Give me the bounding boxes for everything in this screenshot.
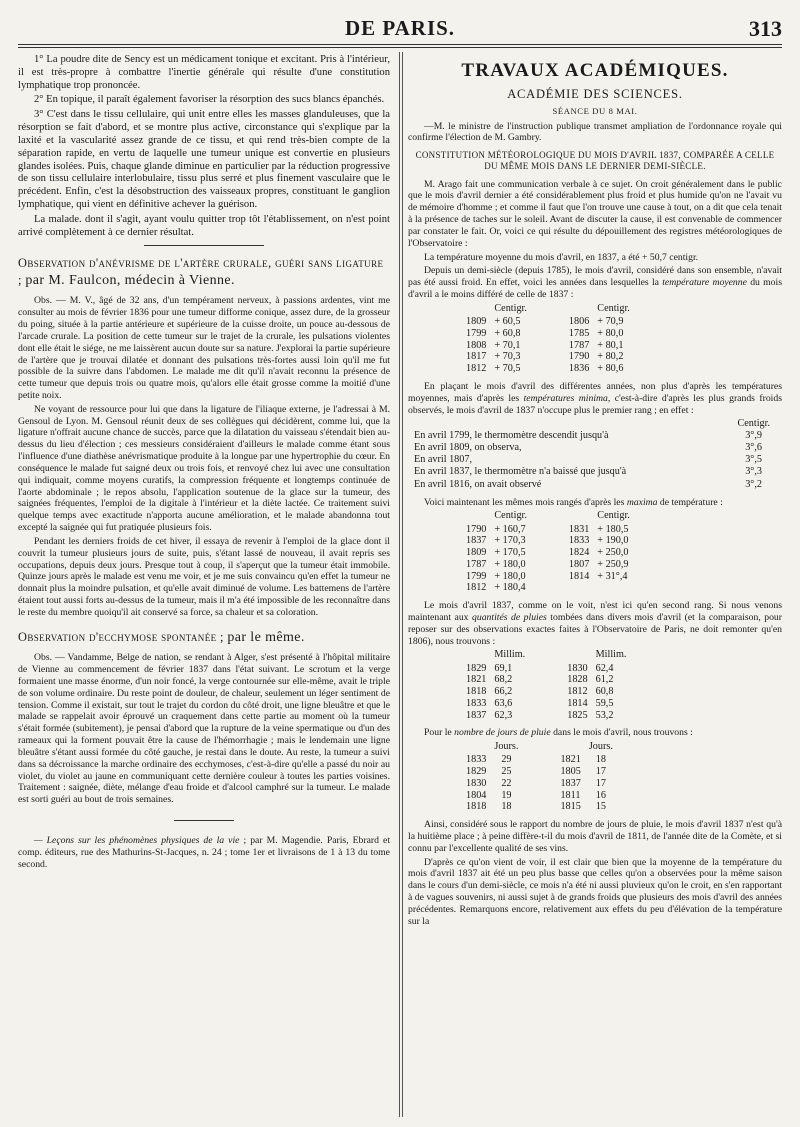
year-cell: 1824	[568, 547, 590, 559]
year-cell: 1831	[568, 523, 590, 535]
value-cell: 18	[595, 754, 606, 766]
table-header: Centigr.	[597, 302, 630, 314]
value-cell: + 180,0	[494, 558, 526, 570]
value-cell: 62,3	[494, 709, 513, 721]
value-cell: 17	[595, 766, 606, 778]
table-row	[462, 351, 634, 363]
value-cell: + 180,5	[597, 523, 629, 535]
year-cell: 1811	[560, 789, 581, 801]
value-cell: 3°,9	[745, 430, 762, 442]
footnote	[18, 835, 390, 870]
value-cell: 62,4	[595, 662, 614, 674]
value-cell: 61,2	[595, 674, 614, 686]
value-cell: 18	[501, 801, 512, 813]
value-cell: 69,1	[494, 662, 513, 674]
table-header: Centigr.	[494, 302, 527, 314]
value-cell: + 190,0	[597, 535, 629, 547]
text-run: , c'est-à-dire d'après les plus grands froids observés, le mois d'avril de 1837 n'occupe plus le premier rang ; en effet :	[408, 392, 782, 416]
table-row	[462, 674, 630, 686]
running-title: DE PARIS.	[344, 16, 456, 40]
year-cell: 1821	[560, 754, 581, 766]
year-cell: 1837	[560, 777, 581, 789]
year-cell: 1837	[466, 709, 487, 721]
label-cell: En avril 1799, le thermomètre descendit jusqu'à	[414, 430, 609, 442]
paragraph: M. Arago fait une communication verbale à ce sujet. On croit généralement dans le public que le mois d'avril dernier a été considérablement plus froid et plus humide qu'on ne l'avait vu de mémoire d'homme ; et comme il faut que l'on trouve une cause à tout, on a dit que cela tenait à la présence de taches sur le soleil. Avant de discuter la cause, il est convenable de commencer par constater le fait. Or, voici ce qui résulte du dépouillement des registres météorologiques de l'Observatoire :	[408, 178, 782, 249]
value-cell: + 70,9	[597, 316, 624, 328]
year-cell: 1828	[567, 674, 588, 686]
session-date: SÉANCE DU 8 MAI.	[552, 106, 638, 117]
table-header: Millim.	[595, 649, 627, 661]
year-cell: 1821	[466, 674, 487, 686]
paragraph	[408, 381, 782, 416]
year-cell: 1836	[568, 363, 590, 375]
emphasis: nombre de jours de pluie	[454, 727, 551, 739]
year-cell: 1799	[466, 570, 487, 582]
year-cell: 1833	[568, 535, 590, 547]
value-cell: 17	[595, 777, 606, 789]
table-row	[462, 571, 634, 583]
article-body	[18, 295, 390, 618]
table-header-row	[414, 418, 770, 430]
table-header-row	[462, 303, 634, 316]
table-mean-temperature	[462, 303, 634, 375]
year-cell: 1815	[560, 801, 581, 813]
text-run: du mois d'avril a le moins différé de celle de 1837 :	[408, 277, 782, 301]
year-cell: 1807	[568, 558, 590, 570]
article-body	[18, 652, 390, 806]
value-cell: 63,6	[494, 697, 513, 709]
paragraph	[408, 600, 782, 647]
article-heading-title: Observation d'anévrisme de l'artère crurale, guéri sans ligature ;	[18, 256, 384, 287]
table-row	[462, 547, 634, 559]
text-run: dans le mois d'avril, nous trouvons :	[550, 727, 693, 739]
paragraph	[408, 497, 782, 509]
table-row	[414, 479, 770, 491]
article-heading-author: par M. Faulcon, médecin à Vienne.	[25, 272, 235, 288]
table-rainfall	[462, 649, 630, 721]
value-cell: + 70,5	[494, 363, 521, 375]
value-cell: 66,2	[494, 686, 513, 698]
table-row	[414, 430, 770, 442]
year-cell	[565, 582, 593, 594]
table-row	[414, 454, 770, 466]
text-run: Pour le	[424, 727, 455, 739]
article-heading-author: par le même.	[227, 629, 305, 645]
paragraph: 2° En topique, il paraît également favoriser la résorption des sucs blancs épanchés.	[34, 94, 385, 106]
paragraph: Pendant les derniers froids de cet hiver, il essaya de revenir à l'emploi de la glace dont il couvrit la tumeur plusieurs jours de suite, puis, s'étant lassé de nouveau, il avait repris ses occupations, depuis deux jours. Presque tout à coup, il s'aperçut que la tumeur était immobile. Quinze jours après le malade est venu me voir, et je me suis convaincu qu'en effet la tumeur ne donnait plus la moindre pulsation, et qu'elle avait diminué de volume. Les battemens de l'artère étaient tout aussi forts au-dessus de la tumeur, mais il m'a été impossible de les reconnaître dans le reste du membre quoiqu'il ait conservé sa force, sa chaleur et sa coloration.	[18, 535, 390, 618]
year-cell: 1805	[560, 766, 581, 778]
value-cell: + 250,9	[597, 558, 629, 570]
paragraph: 3° C'est dans le tissu cellulaire, qui unit entre elles les masses glanduleuses, que la résorption se fait d'abord, et se montre plus active, circonstance qui s'explique par la laxité et la vascularité assez grande de ce tissu, et qui rend très-bien compte de la séparation rapide, en vertu de laquelle une tumeur unique est convertie en plusieurs glandes isolées. Puis, chaque glande diminue en particulier par la réduction progressive de son tissu cellulaire interlobulaire, tissu plus serré et plus finement vasculaire que le précédent. Enfin, c'est la désobstruction des vaisseaux propres, constituant le ganglion lymphatique, qui vient en définitive achever la guérison.	[18, 109, 390, 210]
year-cell: 1812	[466, 582, 487, 594]
page-number: 313	[749, 16, 782, 41]
text-run: En plaçant le mois d'avril des différentes années, non plus d'après les températures moyennes, mais d'après les	[408, 380, 782, 404]
value-cell: 25	[501, 766, 512, 778]
year-cell: 1814	[568, 570, 590, 582]
table-header-row	[462, 741, 617, 754]
page-header	[18, 14, 782, 44]
subsection-heading: CONSTITUTION MÉTÉOROLOGIQUE DU MOIS D'AVRIL 1837, COMPARÉE A CELLE DU MÊME MOIS DANS LE DERNIER DEMI-SIÈCLE.	[415, 150, 775, 172]
value-cell: + 80,1	[597, 339, 624, 351]
table-header: Jours.	[494, 741, 519, 753]
value-cell: 22	[501, 777, 512, 789]
label-cell: En avril 1809, on observa,	[414, 442, 522, 454]
value-cell: 3°,6	[745, 442, 762, 454]
academy-heading: ACADÉMIE DES SCIENCES.	[507, 86, 683, 101]
value-cell: + 170,5	[494, 547, 526, 559]
year-cell: 1790	[466, 523, 487, 535]
value-cell: 53,2	[595, 709, 614, 721]
value-cell: 29	[501, 754, 512, 766]
table-row	[462, 559, 634, 571]
paragraph: Obs. — Vandamme, Belge de nation, se rendant à Alger, s'est présenté à l'hôpital militaire de Vienne au commencement de février 1837 dans l'état suivant. Le scrotum et la verge formaient une masse énorme, d'un noir foncé, la verge contournée sur elle-même, avait le triple de son volume ordinaire. Du reste point de douleur, de chaleur, seulement un léger sentiment de tension. Comme il existait, sur tout le trajet du cordon du côté droit, une ligne bleuâtre et que le malade se rappelait avoir éprouvé un craquement dans cette partie au moment où la tumeur s'était formée (subitement), je pensai d'abord que la rupture de la veine spermatique ou d'un des rameaux qui la forment pouvait être la cause de l'hémorrhagie ; mais le lendemain une ligne bleuâtre s'étant aussi formée du côté gauche, je restai dans le doute. Au reste, la tumeur a suivi dans sa décroissance la marche ordinaire des ecchymoses, c'est-à-dire qu'elle a passé du noir au violet, du violet au jaune en communiquant cette dernière couleur à toutes les parties voisines. Traitement : saignée, diète, mélange d'eau froide et d'alcool camphré sur la tumeur. Le malade est sorti guéri au bout de trois semaines.	[18, 652, 390, 806]
paragraph: D'après ce qu'on vient de voir, il est clair que bien que la moyenne de la température du mois d'avril 1837 ait été un peu plus basse que celles qu'on a observées pour la même saison dans le cours d'un demi-siècle, ce mois n'a été ni aussi pluvieux qu'on le croit, en s'en rapportant à de vagues souvenirs, ni aussi sujet à de grands froids que plusieurs des mois d'avril des années précédentes. Remarquons encore, relativement aux effets du peu d'élévation de la température sur la	[408, 856, 782, 927]
value-cell: 60,8	[595, 686, 614, 698]
year-cell: 1833	[466, 754, 487, 766]
paragraph: 1° La poudre dite de Sency est un médicament tonique et excitant. Pris à l'intérieur, il est très-propre à combattre l'inertie générale qui résulte d'une constitution lymphatique trop prononcée.	[18, 54, 390, 91]
paragraph: Obs. — M. V., âgé de 32 ans, d'un tempérament nerveux, à passions ardentes, vint me consulter au mois de février 1836 pour une tumeur difforme conique, assez dure, de la grosseur du poing, située à la partie antérieure et supérieure de la cuisse droite, un pouce au-dessous de l'arcade crurale. La position de cette tumeur sur le trajet de la crurale, les pulsations violentes dont elle était le siége, ne me laissèrent aucun doute sur sa nature. J'explorai la partie supérieure de l'artère que je trouvai dilatée et donnant des pulsations très-fortes aussi loin qu'il me fut possible de la suivre dans l'abdomen. Le malade me dit qu'il n'avait reconnu la présence de cette tumeur que depuis trois ou quatre mois, qu'alors elle était grosse comme la moitié d'une petite noix.	[18, 295, 390, 401]
year-cell: 1818	[466, 686, 487, 698]
year-cell: 1809	[466, 547, 487, 559]
table-row	[462, 663, 630, 675]
table-header: Jours.	[588, 741, 613, 753]
year-cell: 1785	[568, 328, 590, 339]
value-cell: 3°,3	[745, 466, 762, 478]
year-cell: 1830	[567, 662, 588, 674]
value-cell: 15	[595, 801, 606, 813]
table-row	[462, 316, 634, 328]
divider	[174, 820, 234, 821]
text-run: tombées dans divers mois d'avril (et la comparaison, pour reposer sur des observations exactes faites à l'Observatoire de Paris, ne doit remonter qu'en 1806), nous trouvons :	[408, 611, 782, 647]
value-cell	[593, 582, 634, 594]
table-row	[462, 340, 634, 352]
year-cell: 1808	[466, 339, 487, 351]
paragraph	[408, 727, 782, 739]
year-cell: 1837	[466, 535, 487, 547]
year-cell: 1818	[466, 801, 487, 813]
footnote-text: ; par M. Magendie. Paris, Ebrard et comp. éditeurs, rue des Mathurins-St-Jacques, n. 24 ; tome 1er et livraisons de 1 à 13 du tome second.	[18, 835, 390, 870]
year-cell: 1806	[568, 316, 590, 328]
table-row	[462, 582, 634, 594]
right-column	[408, 54, 782, 1115]
value-cell: 68,2	[494, 674, 513, 686]
article-heading-title: Observation d'ecchymose spontanée ;	[18, 629, 224, 644]
paragraph: La malade. dont il s'agit, ayant voulu quitter trop tôt l'établissement, on n'est point arrivé complètement à ce dernier résultat.	[18, 213, 390, 238]
year-cell: 1812	[567, 686, 588, 698]
value-cell: + 80,0	[597, 328, 624, 339]
value-cell: + 180,0	[494, 570, 526, 582]
table-header-row	[462, 649, 630, 662]
table-row	[414, 442, 770, 454]
value-cell: + 70,3	[494, 351, 521, 363]
paragraph: La température moyenne du mois d'avril, en 1837, a été + 50,7 centigr.	[424, 251, 699, 263]
value-cell: 19	[501, 789, 512, 801]
emphasis: maxima	[626, 496, 658, 508]
text-run: Le mois d'avril 1837, comme on le voit, n'est ici qu'en second rang. Si nous venons maintenant aux	[408, 600, 782, 623]
value-cell: + 180,4	[494, 582, 526, 594]
year-cell: 1809	[466, 316, 487, 328]
year-cell: 1787	[466, 558, 487, 570]
table-rain-days	[462, 741, 617, 813]
year-cell: 1825	[567, 709, 588, 721]
header-rule	[18, 44, 782, 48]
value-cell: + 250,0	[597, 547, 629, 559]
table-row	[462, 363, 634, 375]
value-cell: + 80,2	[597, 351, 624, 363]
value-cell: + 31°,4	[597, 570, 628, 582]
text-run: Voici maintenant les mêmes mois rangés d'après les	[424, 496, 627, 508]
section-title: TRAVAUX ACADÉMIQUES.	[461, 60, 729, 81]
value-cell: + 60,8	[494, 328, 521, 339]
table-row	[462, 535, 634, 547]
value-cell: + 160,7	[494, 523, 526, 535]
text-run: Depuis un demi-siècle (depuis 1785), le mois d'avril, considéré dans son ensemble, n'avait pas été aussi froid. En effet, voici les années dans lesquelles la	[408, 265, 782, 289]
label-cell: En avril 1837, le thermomètre n'a baissé que jusqu'à	[414, 466, 627, 478]
table-row	[462, 524, 634, 536]
year-cell: 1817	[466, 351, 487, 363]
paragraph: Ne voyant de ressource pour lui que dans la ligature de l'iliaque externe, je l'adressai à M. Gensoul de Lyon. M. Gensoul réunit deux de ses collègues qui décidèrent, comme lui, que la ligature n'offrait aucune chance de succès, parce que la dilatation du vaisseau s'étendait bien au-dessus du lieu d'élection ; ces messieurs considéraient d'ailleurs le malade comme étant sous l'influence d'une diathèse anévrismatique produite à la longue par une hypertrophie du cœur. En conséquence le malade fut saigné deux ou trois fois, et renvoyé chez lui avec une consultation qui indiquait, comme moyens curatifs, la compression fréquente et longtemps continuée de l'aorte abdominale ; le repos absolu, l'application soutenue de la glace sur la tumeur, des saignées fréquentes, l'emploi de la digitale à l'intérieur et la diète lactée. Ce traitement suivi quelque temps avec exactitude n'apporta aucune amélioration, et le malade abandonna tout excepté la saignée qui fut pratiquée plusieurs fois.	[18, 403, 390, 534]
table-row	[462, 686, 630, 698]
table-header: Centigr.	[737, 418, 770, 430]
column-divider	[399, 52, 400, 1117]
year-cell: 1829	[466, 766, 487, 778]
value-cell: 16	[595, 789, 606, 801]
value-cell: + 60,5	[494, 316, 521, 328]
label-cell: En avril 1807,	[414, 454, 473, 466]
paragraph: —M. le ministre de l'instruction publique transmet ampliation de l'ordonnance royale qui confirme l'élection de M. Gambry.	[408, 120, 782, 144]
emphasis: températures minima	[523, 392, 608, 404]
year-cell: 1829	[466, 662, 487, 674]
year-cell: 1790	[568, 351, 590, 363]
table-row	[462, 778, 617, 790]
table-row	[462, 754, 617, 766]
table-row	[462, 766, 617, 778]
paragraph	[408, 265, 782, 300]
year-cell: 1799	[466, 328, 487, 339]
value-cell: + 170,3	[494, 535, 526, 547]
table-header: Millim.	[494, 649, 526, 661]
label-cell: En avril 1816, on avait observé	[414, 478, 542, 490]
table-header: Centigr.	[494, 510, 527, 522]
emphasis: température moyenne	[662, 277, 747, 289]
emphasis: quantités de pluies	[472, 611, 547, 623]
table-minimum-temperature	[414, 418, 770, 490]
value-cell: + 80,6	[597, 363, 624, 375]
left-column	[18, 54, 390, 1115]
table-row	[462, 710, 630, 722]
paragraph: Ainsi, considéré sous le rapport du nombre de jours de pluie, le mois d'avril 1837 n'est qu'à la huitième place ; à peine diffère-t-il du mois d'avril de 1811, de l'année dite de la Comète, et si connu par l'excellente qualité de ses vins.	[408, 819, 782, 854]
value-cell: 59,5	[595, 697, 614, 709]
table-maximum-temperature	[462, 510, 634, 594]
table-row	[462, 790, 617, 802]
table-row	[462, 801, 617, 813]
year-cell: 1787	[568, 339, 590, 351]
year-cell: 1804	[466, 789, 487, 801]
article-heading	[18, 629, 390, 647]
year-cell: 1833	[466, 697, 487, 709]
year-cell: 1812	[466, 363, 487, 375]
value-cell: + 70,1	[494, 339, 521, 351]
year-cell: 1814	[567, 697, 588, 709]
value-cell: 3°,2	[745, 478, 762, 490]
table-header-row	[462, 510, 634, 523]
table-row	[462, 698, 630, 710]
column-divider	[402, 52, 403, 1117]
value-cell: 3°,5	[745, 454, 762, 466]
footnote-title: — Leçons sur les phénomènes physiques de la vie	[34, 835, 240, 846]
article-heading	[18, 256, 390, 289]
table-header: Centigr.	[597, 510, 630, 522]
text-run: de température :	[657, 496, 723, 508]
table-row	[414, 466, 770, 478]
table-row	[462, 328, 634, 340]
year-cell: 1830	[466, 777, 487, 789]
divider	[144, 245, 264, 246]
